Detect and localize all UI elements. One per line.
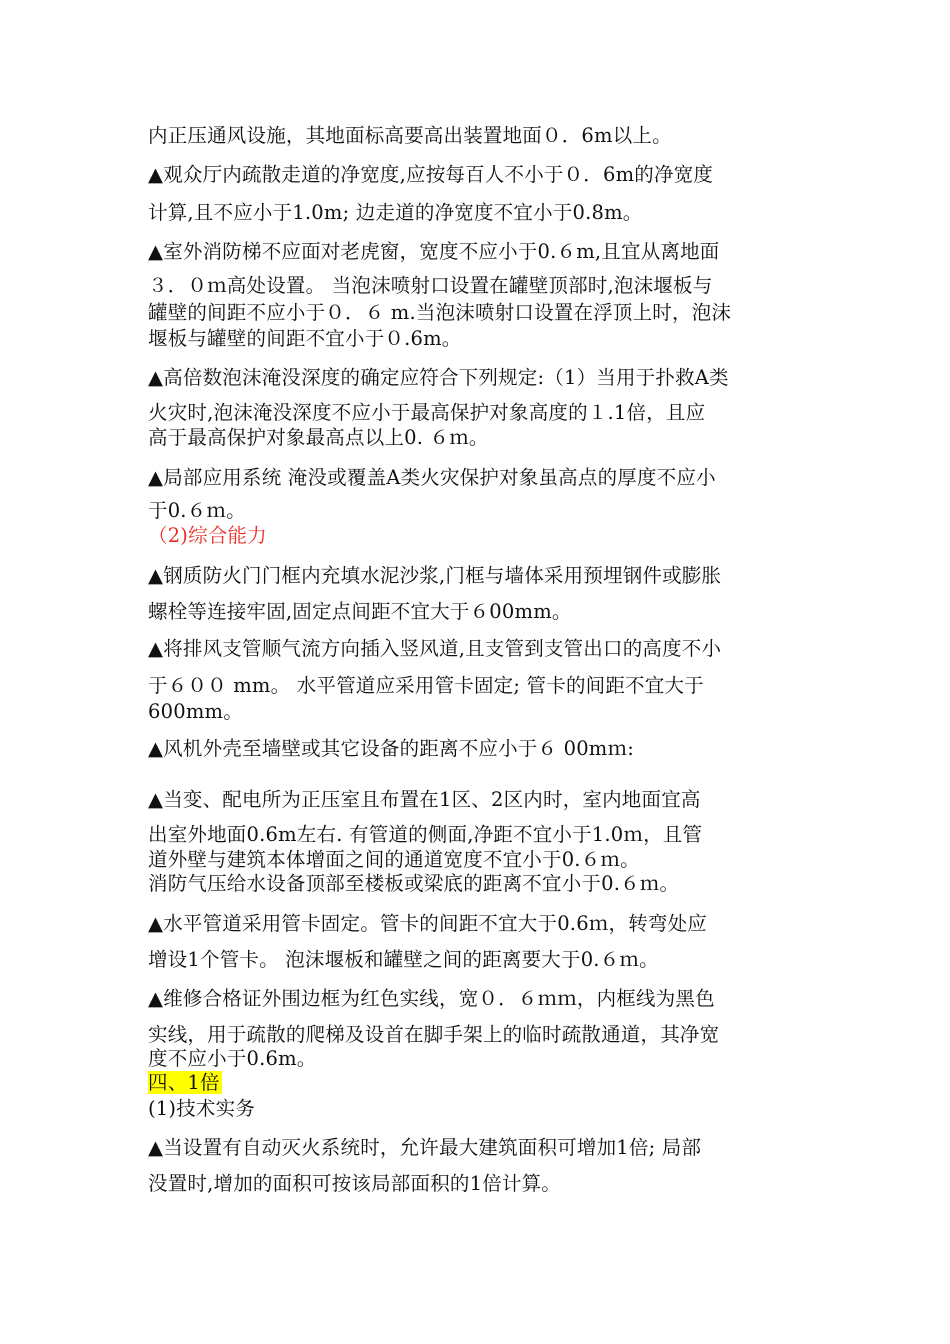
highlight-mark: 四、1倍 — [148, 1071, 220, 1094]
text-line: 螺栓等连接牢固,固定点间距不宜大于６00mm。 — [148, 600, 572, 623]
text-line: 于0.６ｍ。 — [148, 499, 246, 522]
text-line: ▲将排风支管顺气流方向插入竖风道,且支管到支管出口的高度不小 — [148, 637, 722, 660]
text-line: 600mm。 — [148, 700, 243, 723]
text-line: 增设1个管卡。 泡沫堰板和罐壁之间的距离要大于0.６ｍ。 — [148, 948, 659, 971]
text-line: 堰板与罐壁的间距不宜小于０.6m。 — [148, 327, 462, 350]
text-line: 罐壁的间距不应小于０．６ m.当泡沫喷射口设置在浮顶上时，泡沫 — [148, 301, 732, 324]
text-line: ▲风机外壳至墙壁或其它设备的距离不应小于６ 00mｍ: — [148, 737, 634, 760]
text-line: ▲维修合格证外围边框为红色实线，宽０．６ｍｍ，内框线为黑色 — [148, 987, 715, 1010]
text-line: 实线，用于疏散的爬梯及设首在脚手架上的临时疏散通道，其净宽 — [148, 1023, 720, 1046]
section-heading-highlighted — [148, 1071, 808, 1095]
text-line: 消防气压给水设备顶部至楼板或梁底的距离不宜小于0.６ｍ。 — [148, 872, 680, 895]
section-heading: （2)综合能力 — [148, 524, 267, 547]
text-line: 计算,且不应小于1.0m; 边走道的净宽度不宜小于0.8m。 — [148, 201, 643, 224]
text-line: 火灾时,泡沫淹没深度不应小于最高保护对象高度的１.1倍，且应 — [148, 401, 706, 424]
text-line: ▲高倍数泡沫淹没深度的确定应符合下列规定:（1）当用于扑救A类 — [148, 366, 729, 389]
text-line: ３．０ｍ高处设置。 当泡沫喷射口设置在罐壁顶部时,泡沫堰板与 — [148, 274, 713, 297]
text-line: ▲室外消防梯不应面对老虎窗，宽度不应小于0.６m,且宜从离地面 — [148, 240, 720, 263]
text-line: 出室外地面0.6m左右. 有管道的侧面,净距不宜小于1.0ｍ，且管 — [148, 823, 703, 846]
text-line: ▲观众厅内疏散走道的净宽度,应按每百人不小于０．6m的净宽度 — [148, 163, 714, 186]
text-line: ▲当设置有自动灭火系统时，允许最大建筑面积可增加1倍; 局部 — [148, 1136, 702, 1159]
text-line: ▲钢质防火门门框内充填水泥沙浆,门框与墙体采用预埋钢件或膨胀 — [148, 564, 722, 587]
text-line: 于６００ mm。 水平管道应采用管卡固定; 管卡的间距不宜大于 — [148, 674, 704, 697]
text-line: 度不应小于0.6m。 — [148, 1047, 317, 1070]
subsection-heading: (1)技术实务 — [148, 1097, 256, 1120]
text-line: 高于最高保护对象最高点以上0. ６ｍ。 — [148, 426, 489, 449]
text-line: 道外壁与建筑本体增面之间的通道宽度不宜小于0.６ｍ。 — [148, 848, 640, 871]
text-line: 没置时,增加的面积可按该局部面积的1倍计算。 — [148, 1172, 562, 1195]
text-line: ▲局部应用系统 淹没或覆盖A类火灾保护对象虽高点的厚度不应小 — [148, 466, 716, 489]
text-line: 内正压通风设施，其地面标高要高出装置地面０．6m以上。 — [148, 124, 672, 147]
text-line: ▲水平管道采用管卡固定。管卡的间距不宜大于0.6ｍ，转弯处应 — [148, 912, 708, 935]
text-line: ▲当变、配电所为正压室且布置在1区、2区内时，室内地面宜高 — [148, 788, 701, 811]
